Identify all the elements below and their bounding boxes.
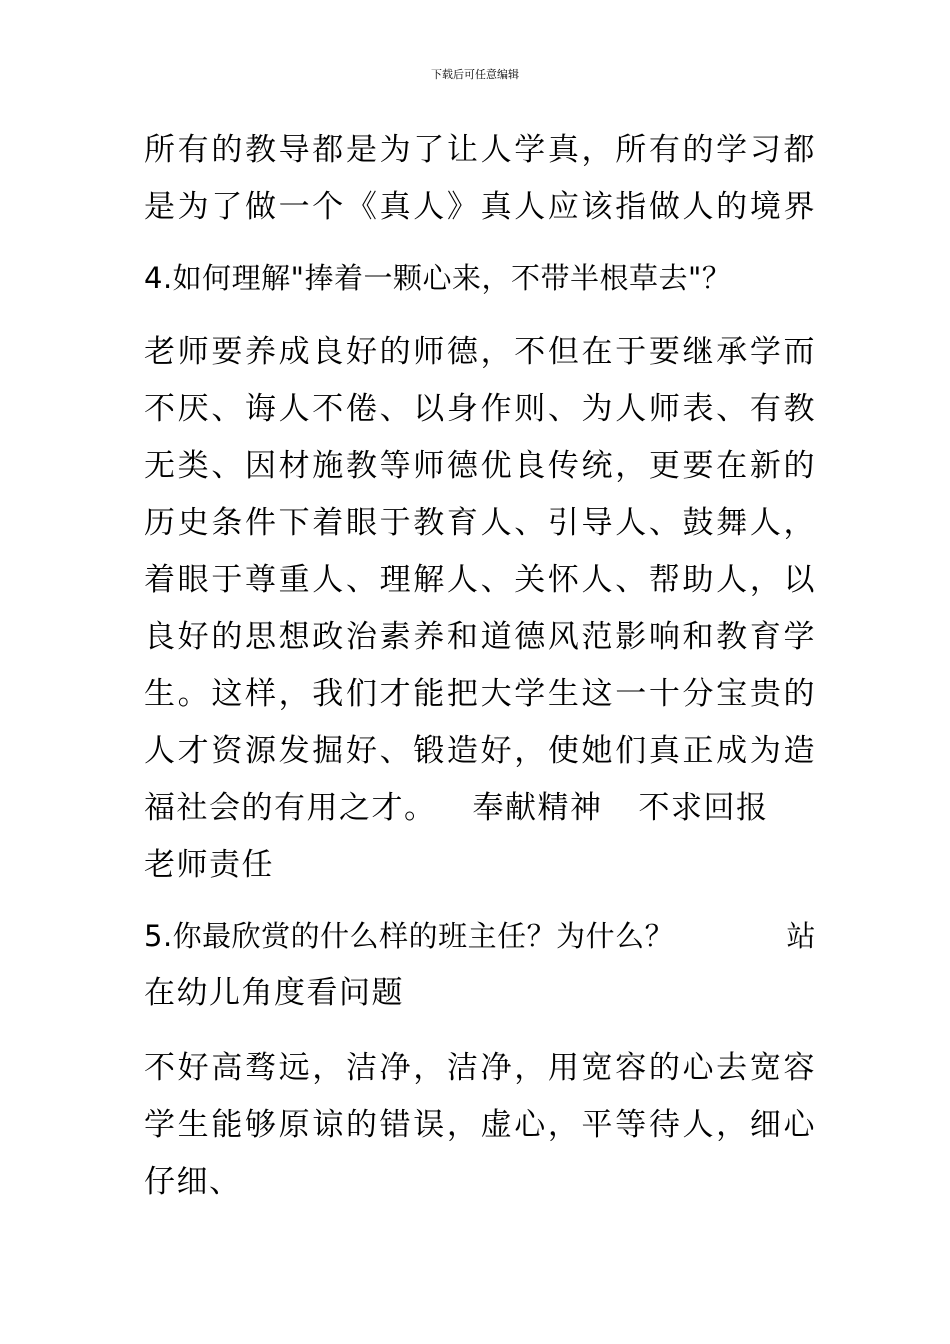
paragraph-text: 福社会的有用之才。	[144, 790, 437, 826]
paragraph-line: 仔细、	[144, 1164, 242, 1200]
question-line	[144, 908, 816, 965]
paragraph-line: 人才资源发掘好、锻造好，使她们真正成为造	[144, 733, 816, 769]
paragraph-line: 着眼于尊重人、理解人、关怀人、帮助人，以	[144, 562, 816, 598]
paragraph-line: 学生能够原谅的错误，虚心，平等待人，细心	[144, 1107, 816, 1143]
keyword-dedication: 奉献精神	[472, 790, 603, 826]
paragraph-line: 不厌、诲人不倦、以身作则、为人师表、有教	[144, 391, 816, 427]
paragraph-line: 老师要养成良好的师德，不但在于要继承学而	[144, 334, 816, 370]
question-tail: 站	[786, 919, 816, 953]
paragraph-line: 生。这样，我们才能把大学生这一十分宝贵的	[144, 676, 816, 712]
question-line: 在幼儿角度看问题	[144, 975, 404, 1011]
paragraph-3	[144, 1040, 816, 1211]
keyword-teacher-duty: 老师责任	[144, 847, 274, 883]
question-4-heading	[144, 250, 816, 307]
paragraph-line: 不好高骛远，洁净，洁净，用宽容的心去宽容	[144, 1050, 816, 1086]
paragraph-line-keywords	[144, 780, 816, 837]
keyword-no-return: 不求回报	[638, 790, 769, 826]
paragraph-1	[144, 122, 816, 236]
question-5-heading	[144, 908, 816, 1022]
paragraph-2	[144, 324, 816, 894]
question-text: 5.你最欣赏的什么样的班主任？为什么？	[144, 919, 675, 953]
paragraph-line: 无类、因材施教等师德优良传统，更要在新的	[144, 448, 816, 484]
page-header-note: 下载后可任意编辑	[431, 68, 519, 81]
paragraph-line: 历史条件下着眼于教育人、引导人、鼓舞人，	[144, 505, 816, 541]
question-text: 4.如何理解"捧着一颗心来，不带半根草去"？	[144, 261, 732, 295]
paragraph-line: 良好的思想政治素养和道德风范影响和教育学	[144, 619, 816, 655]
paragraph-line: 所有的教导都是为了让人学真，所有的学习都	[144, 132, 816, 168]
paragraph-line: 是为了做一个《真人》真人应该指做人的境界	[144, 189, 816, 225]
